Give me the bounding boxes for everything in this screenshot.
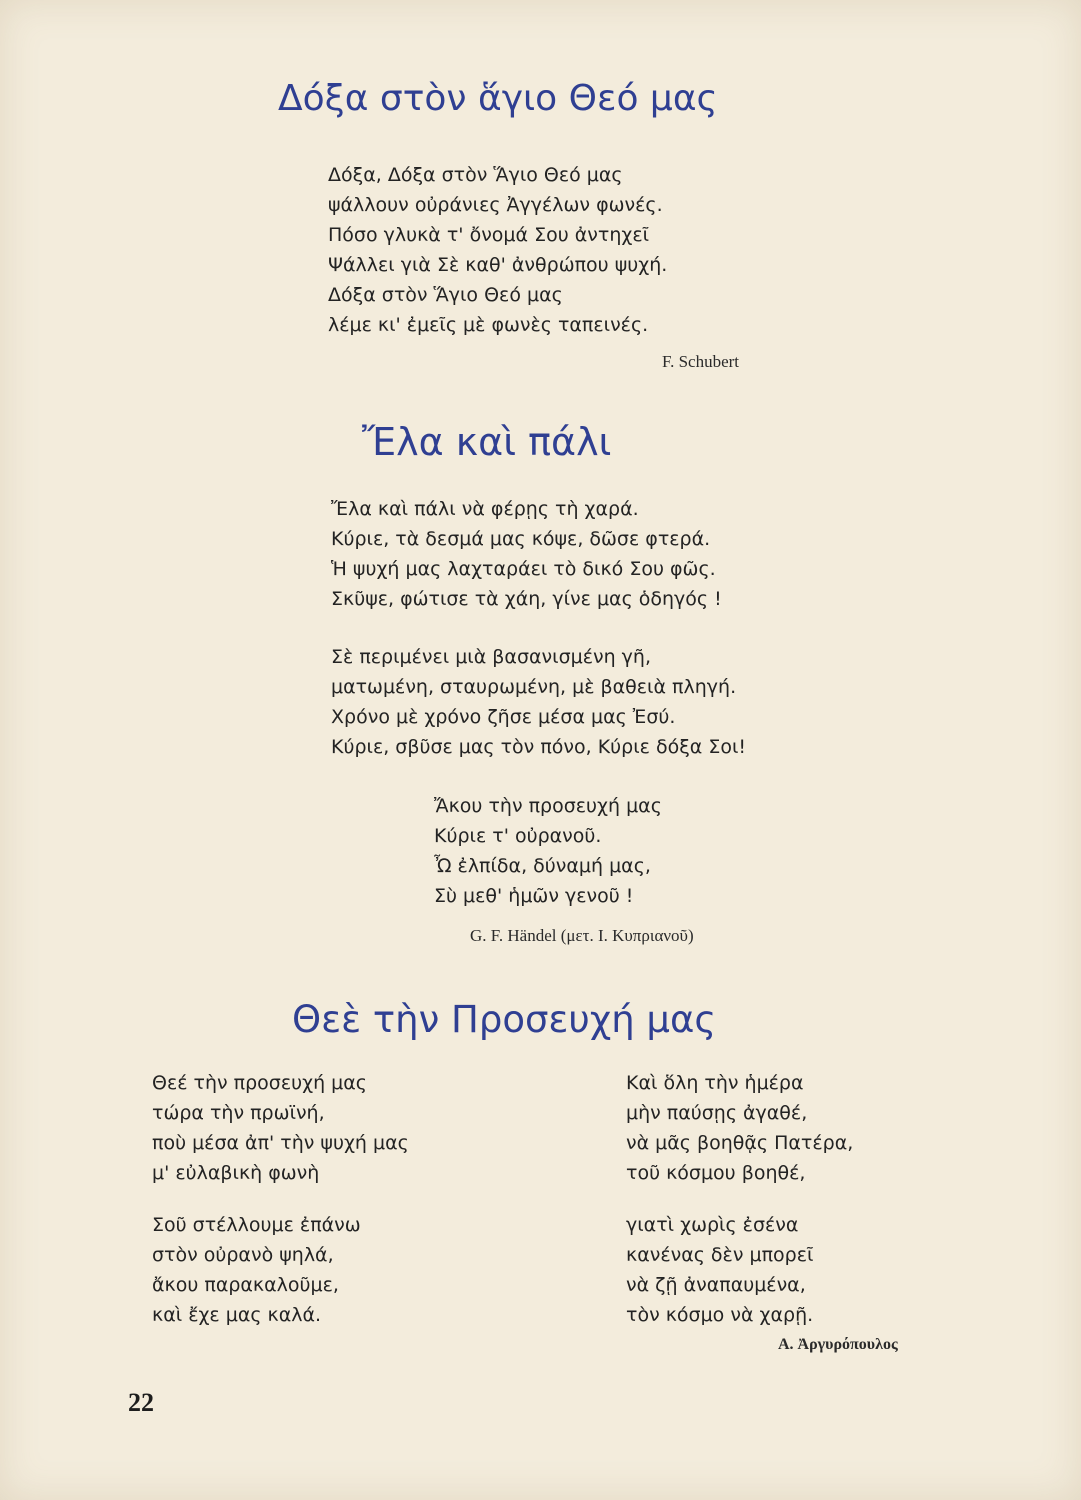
lyric-line: τοῦ κόσμου βοηθέ, <box>626 1162 806 1184</box>
lyric-line: Σὲ περιμένει μιὰ βασανισμένη γῆ, <box>331 646 651 668</box>
lyric-line: Κύριε, τὰ δεσμά μας κόψε, δῶσε φτερά. <box>331 528 711 550</box>
lyric-line: μὴν παύσῃς ἀγαθέ, <box>626 1102 808 1124</box>
lyric-line: Θεέ τὴν προσευχή μας <box>152 1072 367 1094</box>
song-refrain <box>434 791 662 911</box>
lyric-line: ἄκου παρακαλοῦμε, <box>152 1274 339 1296</box>
lyric-line: ψάλλουν οὐράνιες Ἀγγέλων φωνές. <box>328 194 663 216</box>
lyric-line: τὸν κόσμο νὰ χαρῇ. <box>626 1304 814 1326</box>
lyric-line: λέμε κι' ἐμεῖς μὲ φωνὲς ταπεινές. <box>328 314 649 336</box>
lyric-line: Σκῦψε, φώτισε τὰ χάη, γίνε μας ὁδηγός ! <box>331 588 722 610</box>
song-stanza-left <box>152 1068 409 1188</box>
lyric-line: Ψάλλει γιὰ Σὲ καθ' ἀνθρώπου ψυχή. <box>328 254 668 276</box>
lyric-line: καὶ ἔχε μας καλά. <box>152 1304 322 1326</box>
lyric-line: μ' εὐλαβικὴ φωνὴ <box>152 1162 320 1184</box>
song-stanza <box>331 494 722 614</box>
lyric-line: Κύριε τ' οὐρανοῦ. <box>434 825 602 847</box>
lyric-line: Καὶ ὅλη τὴν ἡμέρα <box>626 1072 804 1094</box>
song-title: Δόξα στὸν ἅγιο Θεό μας <box>278 78 718 119</box>
song-stanza-right <box>626 1068 853 1188</box>
lyric-line: Πόσο γλυκὰ τ' ὄνομά Σου ἀντηχεῖ <box>328 224 650 246</box>
lyric-line: Σοῦ στέλλουμε ἐπάνω <box>152 1214 361 1236</box>
lyric-line: Σὺ μεθ' ἡμῶν γενοῦ ! <box>434 885 634 907</box>
composer-credit: G. F. Händel (μετ. Ι. Κυπριανοῦ) <box>470 926 694 945</box>
lyric-line: Ἔλα καὶ πάλι νὰ φέρῃς τὴ χαρά. <box>331 498 639 520</box>
lyric-line: Ἄκου τὴν προσευχή μας <box>434 795 662 817</box>
song-lyrics <box>328 160 667 340</box>
lyric-line: ματωμένη, σταυρωμένη, μὲ βαθειὰ πληγή. <box>331 676 737 698</box>
lyric-line: Ὦ ἐλπίδα, δύναμή μας, <box>434 855 651 877</box>
lyric-line: Δόξα, Δόξα στὸν Ἅγιο Θεό μας <box>328 164 623 186</box>
song-stanza-right <box>626 1210 813 1330</box>
lyric-line: τώρα τὴν πρωϊνή, <box>152 1102 325 1124</box>
lyric-line: Χρόνο μὲ χρόνο ζῆσε μέσα μας Ἐσύ. <box>331 706 676 728</box>
page-number: 22 <box>128 1388 154 1417</box>
lyric-line: νὰ μᾶς βοηθᾷς Πατέρα, <box>626 1132 854 1154</box>
author-credit: Α. Ἀργυρόπουλος <box>778 1336 898 1353</box>
song-title: Ἔλα καὶ πάλι <box>362 420 612 464</box>
song-stanza <box>331 642 746 762</box>
lyric-line: Δόξα στὸν Ἅγιο Θεό μας <box>328 284 563 306</box>
lyric-line: γιατὶ χωρὶς ἐσένα <box>626 1214 799 1236</box>
lyric-line: Ἡ ψυχή μας λαχταράει τὸ δικό Σου φῶς. <box>331 558 716 580</box>
song-stanza-left <box>152 1210 361 1330</box>
song-title: Θεὲ τὴν Προσευχή μας <box>292 998 717 1041</box>
lyric-line: νὰ ζῇ ἀναπαυμένα, <box>626 1274 806 1296</box>
lyric-line: ποὺ μέσα ἀπ' τὴν ψυχή μας <box>152 1132 409 1154</box>
composer-credit: F. Schubert <box>662 352 740 371</box>
lyric-line: στὸν οὐρανὸ ψηλά, <box>152 1244 334 1266</box>
lyric-line: κανένας δὲν μπορεῖ <box>626 1244 814 1266</box>
lyric-line: Κύριε, σβῦσε μας τὸν πόνο, Κύριε δόξα Σοι! <box>331 736 747 758</box>
